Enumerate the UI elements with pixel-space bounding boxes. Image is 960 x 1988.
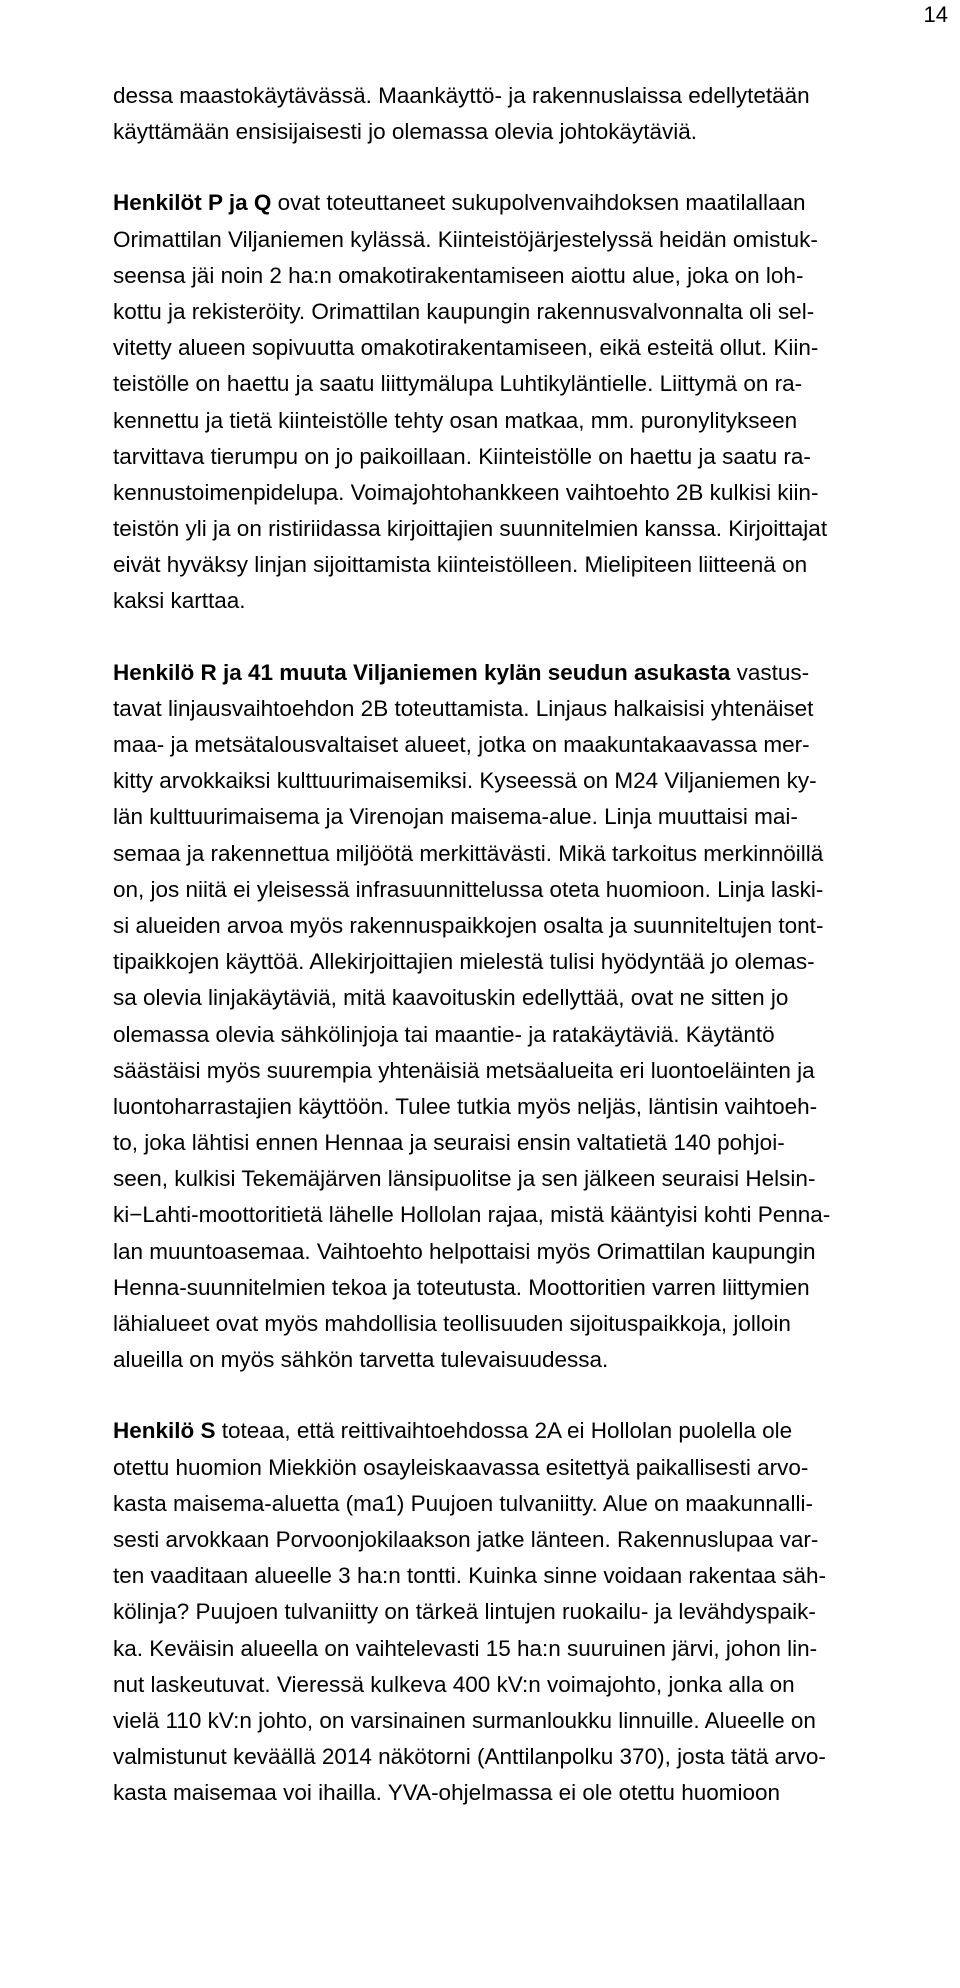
text-line: alueilla on myös sähkön tarvetta tulevaisuudessa. — [113, 1347, 609, 1373]
person-name: Henkilö S — [113, 1418, 216, 1444]
paragraph-2 — [113, 185, 923, 619]
paragraph-1 — [113, 78, 923, 150]
text-line: to, joka lähtisi ennen Hennaa ja seuraisi ensin valtatietä 140 pohjoi- — [113, 1130, 785, 1156]
text-line: nut laskeutuvat. Vieressä kulkeva 400 kV:n voimajohto, jonka alla on — [113, 1671, 795, 1697]
text-line: luontoharrastajien käyttöön. Tulee tutkia myös neljäs, läntisin vaihtoeh- — [113, 1093, 818, 1119]
text-line: teistölle on haettu ja saatu liittymälupa Luhtikyläntielle. Liittymä on ra- — [113, 371, 803, 397]
page-number: 14 — [923, 2, 948, 27]
text-line: lähialueet ovat myös mahdollisia teollisuuden sijoituspaikkoja, jolloin — [113, 1311, 791, 1336]
text-line: kölinja? Puujoen tulvaniitty on tärkeä lintujen ruokailu- ja levähdyspaik- — [113, 1599, 816, 1625]
text-line: vielä 110 kV:n johto, on varsinainen surmanloukku linnuille. Alueelle on — [113, 1707, 816, 1733]
text-line: ki−Lahti-moottoritietä lähelle Hollolan rajaa, mistä kääntyisi kohti Penna- — [113, 1202, 831, 1228]
document-body — [113, 78, 923, 1811]
text-line: valmistunut keväällä 2014 näkötorni (Anttilanpolku 370), josta tätä arvo- — [113, 1744, 826, 1770]
text-line: seensa jäi noin 2 ha:n omakotirakentamiseen aiottu alue, joka on loh- — [113, 262, 804, 288]
text-line: kasta maisemaa voi ihailla. YVA-ohjelmassa ei ole otettu huomioon — [113, 1780, 781, 1806]
text-line: maa- ja metsätalousvaltaiset alueet, jotka on maakuntakaavassa mer- — [113, 732, 810, 757]
text-line: olemassa olevia sähkölinjoja tai maantie- ja ratakäytäviä. Käytäntö — [113, 1021, 775, 1047]
text-line: si alueiden arvoa myös rakennuspaikkojen osalta ja suunniteltujen tont- — [113, 912, 824, 938]
text-line: eivät hyväksy linjan sijoittamista kiinteistölleen. Mielipiteen liitteenä on — [113, 552, 808, 578]
text-line: kasta maisema-aluetta (ma1) Puujoen tulvaniitty. Alue on maakunnalli- — [113, 1490, 813, 1516]
text-line: säästäisi myös suurempia yhtenäisiä metsäalueita eri luontoeläinten ja — [113, 1057, 815, 1083]
text-line: lan muuntoasemaa. Vaihtoehto helpottaisi myös Orimattilan kaupungin — [113, 1238, 816, 1264]
text-line: on, jos niitä ei yleisessä infrasuunnittelussa oteta huomioon. Linja laski- — [113, 876, 824, 902]
text-line — [113, 655, 923, 691]
text-line: kottu ja rekisteröity. Orimattilan kaupungin rakennusvalvonnalta oli sel- — [113, 298, 815, 324]
text-line: sesti arvokkaan Porvoonjokilaakson jatke länteen. Rakennuslupaa var- — [113, 1526, 819, 1552]
paragraph-3 — [113, 655, 923, 1379]
person-name: Henkilöt P ja Q — [113, 190, 272, 216]
paragraph-4 — [113, 1413, 923, 1811]
text-line: kitty arvokkaiksi kulttuurimaisemiksi. Kyseessä on M24 Viljaniemen ky- — [113, 768, 817, 794]
text-run: vastus- — [730, 659, 810, 685]
text-line: Orimattilan Viljaniemen kylässä. Kiinteistöjärjestelyssä heidän omistuk- — [113, 226, 818, 252]
text-line — [113, 185, 923, 221]
text-line — [113, 1413, 923, 1449]
text-line: tavat linjausvaihtoehdon 2B toteuttamista. Linjaus halkaisisi yhtenäiset — [113, 695, 814, 721]
text-line: sa olevia linjakäytäviä, mitä kaavoituskin edellyttää, ovat ne sitten jo — [113, 985, 789, 1011]
text-line: kennettu ja tietä kiinteistölle tehty osan matkaa, mm. puronylitykseen — [113, 407, 798, 433]
text-line: käyttämään ensisijaisesti jo olemassa olevia johtokäytäviä. — [113, 119, 698, 145]
text-line: tipaikkojen käyttöä. Allekirjoittajien mielestä tulisi hyödyntää jo olemas- — [113, 949, 815, 975]
text-line: ka. Keväisin alueella on vaihtelevasti 15 ha:n suuruinen järvi, johon lin- — [113, 1635, 818, 1661]
text-line: kaksi karttaa. — [113, 588, 246, 614]
text-line: vitetty alueen sopivuutta omakotirakentamiseen, eikä esteitä ollut. Kiin- — [113, 335, 819, 361]
text-line: tarvittava tierumpu on jo paikoillaan. Kiinteistölle on haettu ja saatu ra- — [113, 443, 811, 469]
person-name: Henkilö R ja 41 muuta Viljaniemen kylän seudun asukasta — [113, 659, 731, 685]
text-line: teistön yli ja on ristiriidassa kirjoittajien suunnitelmien kanssa. Kirjoittajat — [113, 516, 828, 542]
text-line: semaa ja rakennettua miljöötä merkittävästi. Mikä tarkoitus merkinnöillä — [113, 840, 824, 866]
text-line: dessa maastokäytävässä. Maankäyttö- ja rakennuslaissa edellytetään — [113, 83, 810, 108]
text-line: ten vaaditaan alueelle 3 ha:n tontti. Kuinka sinne voidaan rakentaa säh- — [113, 1563, 827, 1589]
text-line: kennustoimenpidelupa. Voimajohtohankkeen vaihtoehto 2B kulkisi kiin- — [113, 479, 819, 505]
text-line: otettu huomion Miekkiön osayleiskaavassa esitettyä paikallisesti arvo- — [113, 1454, 809, 1480]
text-line: seen, kulkisi Tekemäjärven länsipuolitse ja sen jälkeen seuraisi Helsin- — [113, 1166, 816, 1192]
text-line: Henna-suunnitelmien tekoa ja toteutusta. Moottoritien varren liittymien — [113, 1274, 810, 1300]
text-line: län kulttuurimaisema ja Virenojan maisema-alue. Linja muuttaisi mai- — [113, 804, 798, 830]
text-run: ovat toteuttaneet sukupolvenvaihdoksen maatilallaan — [271, 190, 806, 216]
text-run: toteaa, että reittivaihtoehdossa 2A ei Hollolan puolella ole — [215, 1418, 793, 1444]
